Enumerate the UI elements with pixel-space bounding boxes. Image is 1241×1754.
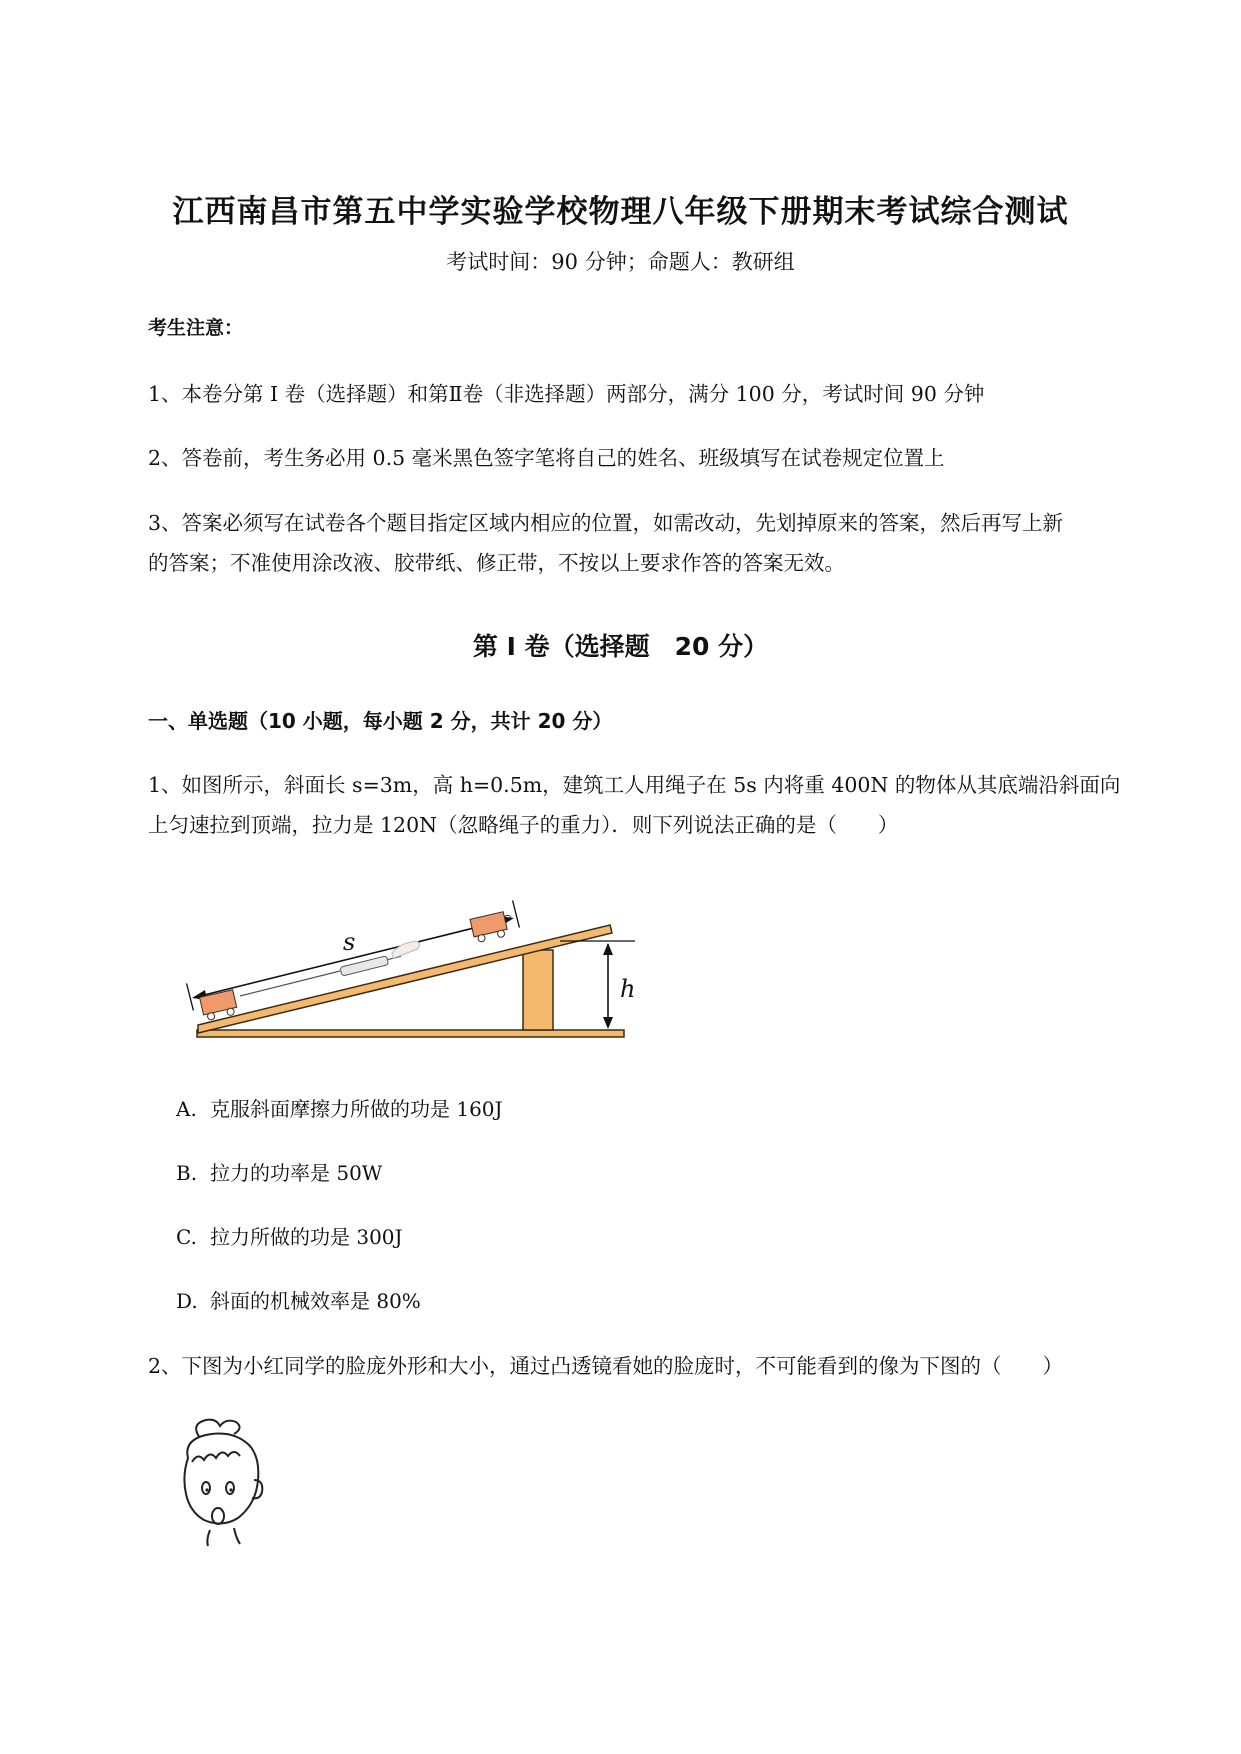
option-text: 克服斜面摩擦力所做的功是 160J (210, 1097, 503, 1121)
h-label: h (620, 975, 636, 1003)
girl-face-figure (170, 1418, 280, 1548)
option-letter: D. (176, 1289, 198, 1313)
option-text: 拉力的功率是 50W (210, 1161, 383, 1185)
section-title: 第 I 卷（选择题 20 分） (472, 632, 769, 661)
hand (390, 940, 421, 958)
question-1-stem: 1、如图所示，斜面长 s=3m，高 h=0.5m，建筑工人用绳子在 5s 内将重 400N 的物体从其底端沿斜面向 (148, 773, 1121, 797)
option-text: 斜面的机械效率是 80% (210, 1289, 421, 1313)
notice-item: 2、答卷前，考生务必用 0.5 毫米黑色签字笔将自己的姓名、班级填写在试卷规定位置上 (148, 446, 945, 470)
part-heading: 一、单选题（10 小题，每小题 2 分，共计 20 分） (148, 709, 613, 733)
notice-item: 的答案；不准使用涂改液、胶带纸、修正带，不按以上要求作答的答案无效。 (148, 551, 845, 575)
option-text: 拉力所做的功是 300J (210, 1225, 403, 1249)
rope (240, 971, 340, 996)
question-1-stem: 上匀速拉到顶端，拉力是 120N（忽略绳子的重力）．则下列说法正确的是（ ） (148, 813, 899, 837)
notice-item: 1、本卷分第 I 卷（选择题）和第Ⅱ卷（非选择题）两部分，满分 100 分，考试时间 90 分钟 (148, 382, 985, 406)
option-c (176, 1221, 403, 1250)
option-d (176, 1285, 421, 1314)
base-plank (197, 1030, 624, 1037)
option-letter: B. (176, 1161, 198, 1185)
s-label: s (343, 928, 356, 956)
exam-info: 考试时间：90 分钟；命题人：教研组 (446, 250, 795, 274)
option-a (176, 1093, 503, 1122)
question-2-stem: 2、下图为小红同学的脸庞外形和大小，通过凸透镜看她的脸庞时，不可能看到的像为下图的（ ） (148, 1354, 1064, 1378)
notice-heading: 考生注意： (148, 317, 244, 339)
support-post (523, 950, 553, 1030)
option-b (176, 1157, 382, 1186)
notice-item: 3、答案必须写在试卷各个题目指定区域内相应的位置，如需改动，先划掉原来的答案，然后再写上新 (148, 511, 1064, 535)
option-letter: A. (176, 1097, 197, 1121)
page-title: 江西南昌市第五中学实验学校物理八年级下册期末考试综合测试 (172, 194, 1069, 230)
incline-figure (180, 880, 640, 1055)
option-letter: C. (176, 1225, 197, 1249)
cart-top (470, 910, 514, 943)
